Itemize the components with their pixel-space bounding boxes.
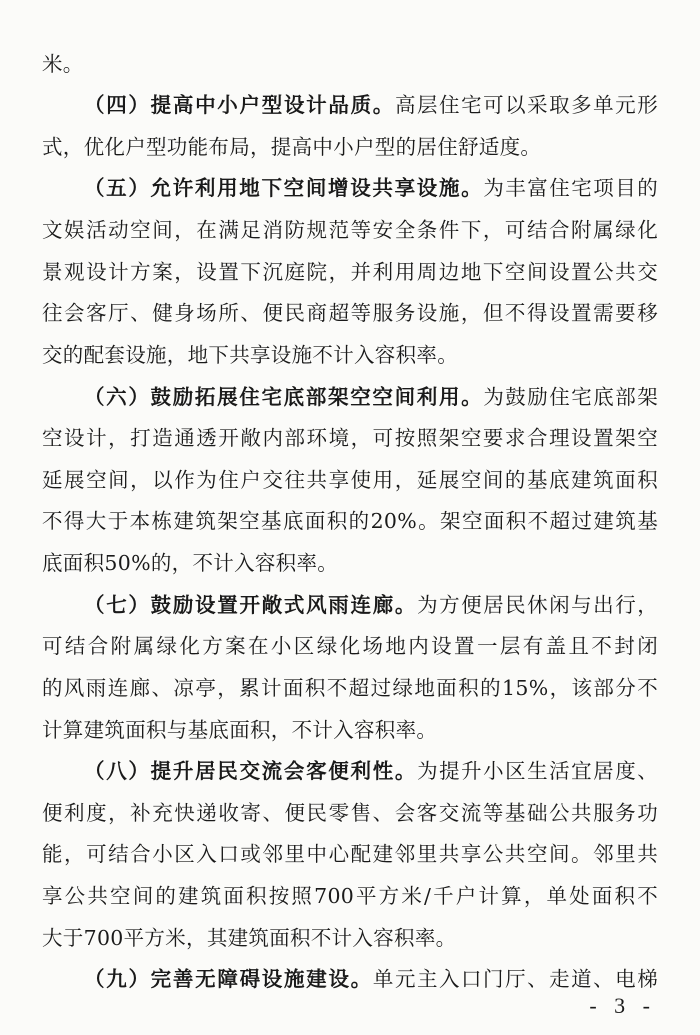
line-text: 的风雨连廊、凉亭，累计面积不超过绿地面积的15%，该部分不 (42, 676, 658, 700)
text-line (42, 341, 658, 369)
text-line (42, 716, 658, 744)
section-6-heading: （六）鼓励拓展住宅底部架空空间利用。 (84, 385, 484, 409)
line-text: 米。 (42, 52, 84, 76)
text-line (42, 258, 658, 286)
text-line (42, 674, 658, 702)
line-text: 底面积50%的，不计入容积率。 (42, 551, 339, 575)
section-4-heading: （四）提高中小户型设计品质。 (84, 93, 396, 117)
text-line (42, 549, 658, 577)
line-text: 往会客厅、健身场所、便民商超等服务设施，但不得设置需要移 (42, 301, 658, 325)
section-8-heading: （八）提升居民交流会客便利性。 (84, 759, 418, 783)
line-text: 为鼓励住宅底部架 (483, 385, 658, 409)
page-number: - 3 - (589, 993, 656, 1018)
line-text: 为提升小区生活宜居度、 (417, 759, 658, 783)
line-text: 不得大于本栋建筑架空基底面积的20%。架空面积不超过建筑基 (42, 509, 658, 533)
text-line (42, 924, 658, 952)
section-7-heading-line (84, 591, 658, 619)
line-text: 文娱活动空间，在满足消防规范等安全条件下，可结合附属绿化 (42, 218, 658, 242)
line-text: 享公共空间的建筑面积按照700平方米/千户计算，单处面积不 (42, 884, 658, 908)
line-text: 为方便居民休闲与出行， (417, 593, 658, 617)
line-text: 大于700平方米，其建筑面积不计入容积率。 (42, 926, 457, 950)
line-text: 景观设计方案，设置下沉庭院，并利用周边地下空间设置公共交 (42, 260, 658, 284)
text-line (42, 424, 658, 452)
text-line (42, 882, 658, 910)
line-text: 延展空间，以作为住户交往共享使用，延展空间的基底建筑面积 (42, 468, 658, 492)
line-text: 交的配套设施，地下共享设施不计入容积率。 (42, 343, 458, 367)
section-9-heading: （九）完善无障碍设施建设。 (84, 967, 373, 991)
section-8-heading-line (84, 757, 658, 785)
text-line (42, 799, 658, 827)
text-line (42, 632, 658, 660)
line-text: 计算建筑面积与基底面积，不计入容积率。 (42, 718, 438, 742)
text-line (42, 133, 658, 161)
text-line (42, 840, 658, 868)
section-9-heading-line (84, 965, 658, 993)
line-text: 为丰富住宅项目的 (483, 176, 658, 200)
line-text: 能，可结合小区入口或邻里中心配建邻里共享公共空间。邻里共 (42, 842, 658, 866)
section-5-heading: （五）允许利用地下空间增设共享设施。 (84, 176, 484, 200)
text-line-continuation (42, 50, 658, 78)
section-6-heading-line (84, 383, 658, 411)
section-4-heading-line (84, 91, 658, 119)
section-7-heading: （七）鼓励设置开敞式风雨连廊。 (84, 593, 418, 617)
text-line (42, 466, 658, 494)
text-line (42, 216, 658, 244)
line-text: 单元主入口门厅、走道、电梯 (372, 967, 659, 991)
line-text: 式，优化户型功能布局，提高中小户型的居住舒适度。 (42, 135, 542, 159)
text-line (42, 299, 658, 327)
line-text: 空设计，打造通透开敞内部环境，可按照架空要求合理设置架空 (42, 426, 658, 450)
section-5-heading-line (84, 174, 658, 202)
text-line (42, 507, 658, 535)
line-text: 便利度，补充快递收寄、便民零售、会客交流等基础公共服务功 (42, 801, 658, 825)
line-text: 可结合附属绿化方案在小区绿化场地内设置一层有盖且不封闭 (42, 634, 658, 658)
line-text: 高层住宅可以采取多单元形 (395, 93, 659, 117)
